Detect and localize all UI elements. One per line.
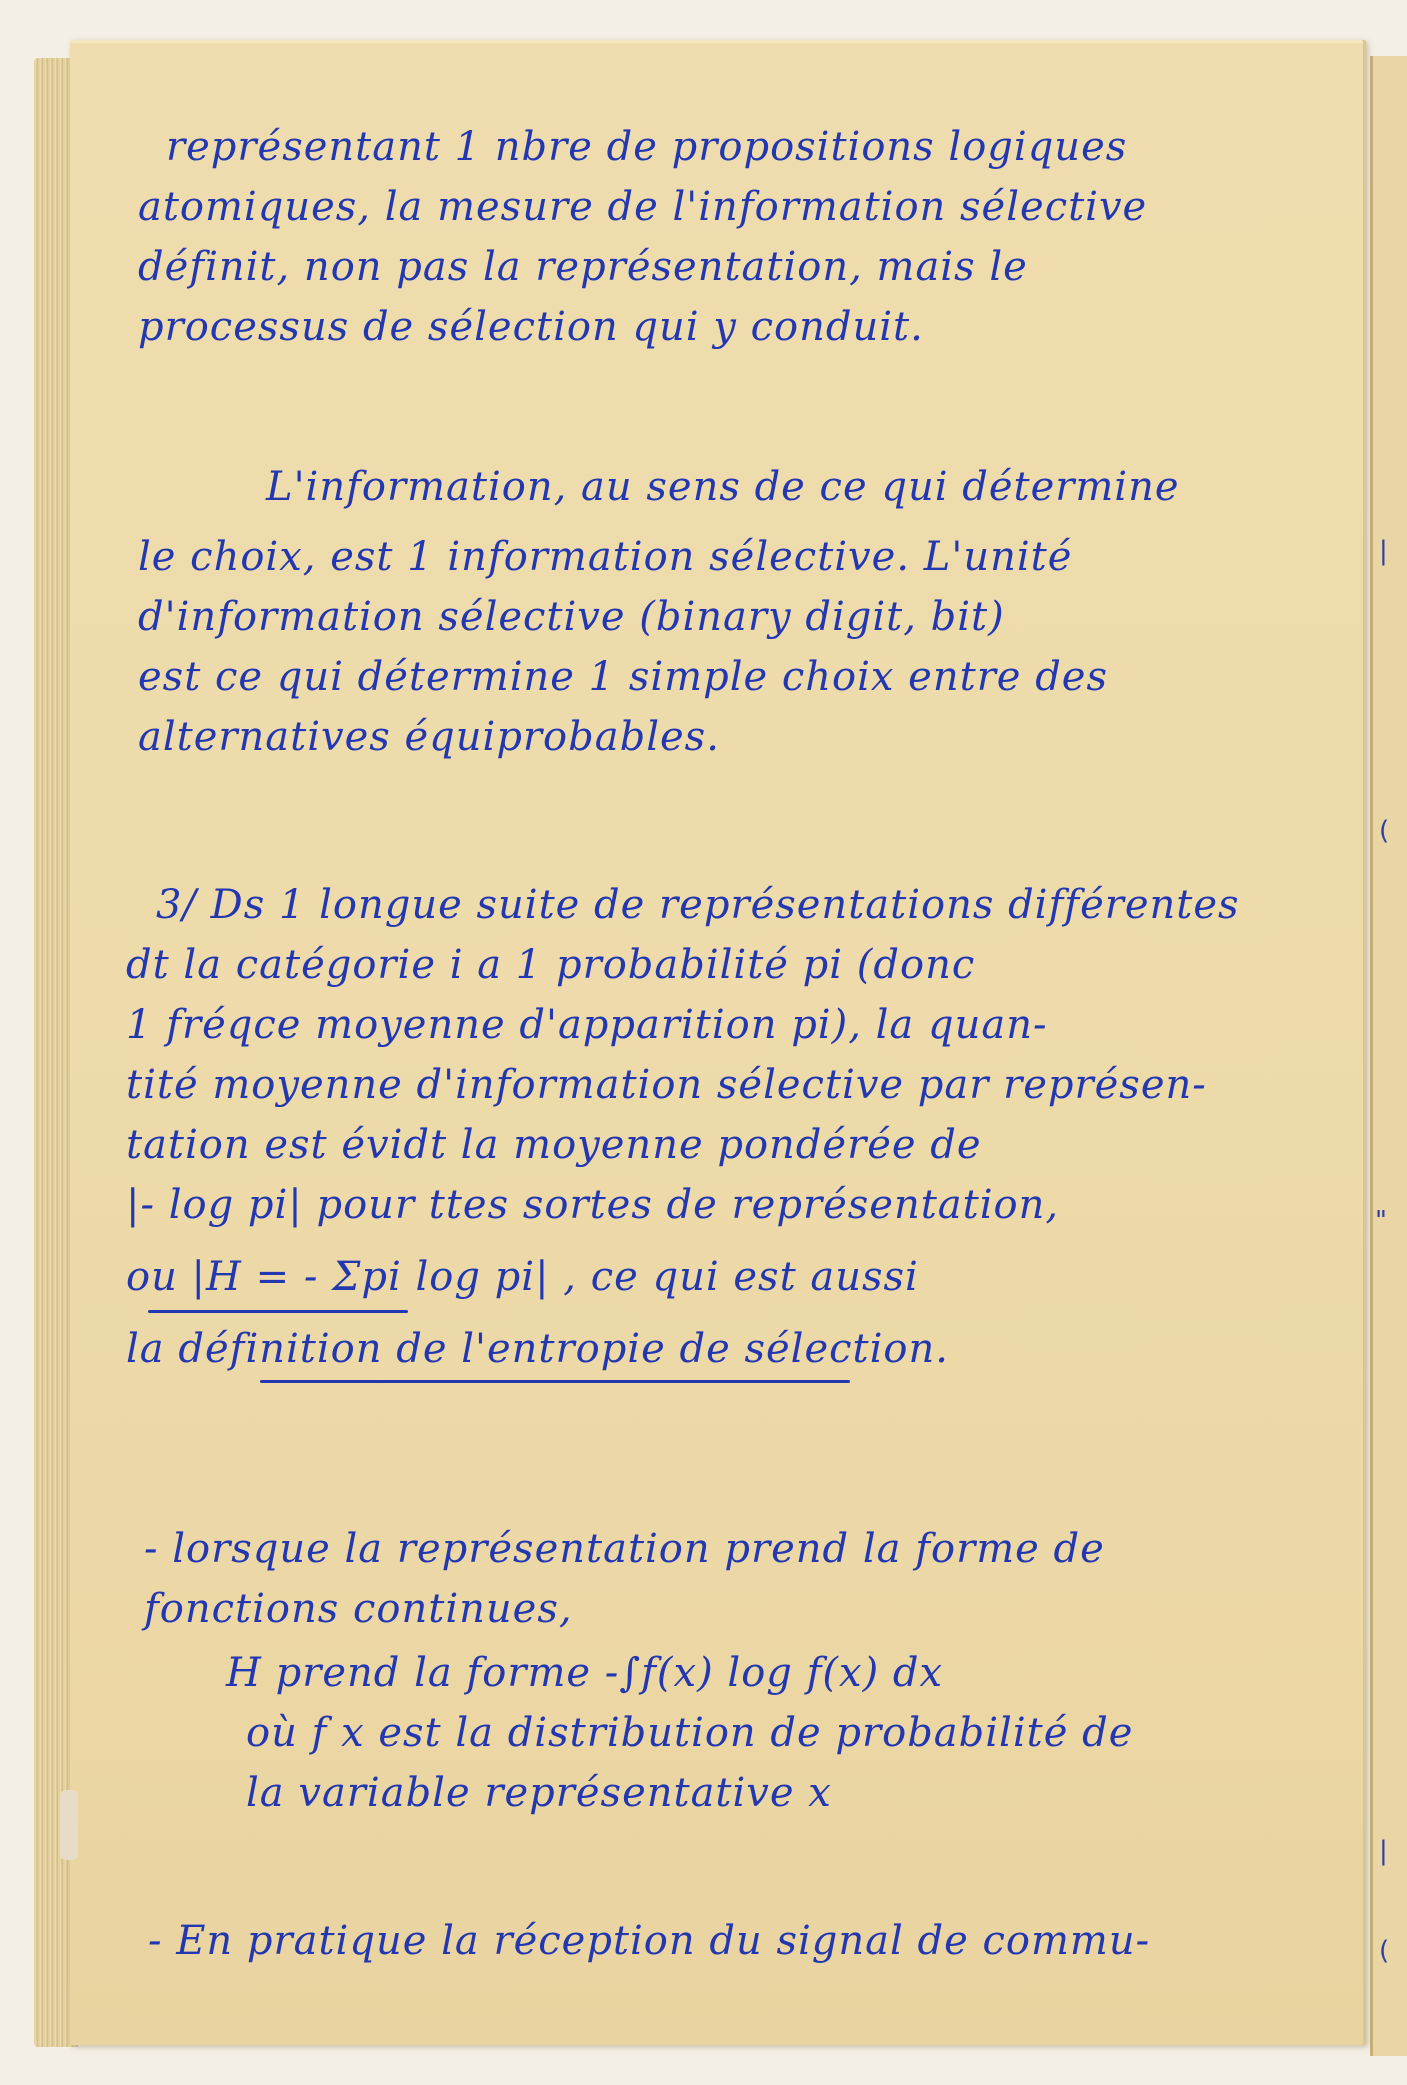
margin-mark: ( [1379, 1936, 1390, 1966]
paragraph-4-formula [226, 1644, 1326, 1824]
paragraph-2 [266, 458, 1326, 518]
text-line: |- log pi| pour ttes sortes de représentation, [126, 1182, 1060, 1228]
margin-mark: | [1379, 536, 1388, 566]
text-line: 3/ Ds 1 longue suite de représentations différentes [156, 882, 1240, 928]
text-line: où f x est la distribution de probabilité de [246, 1710, 1134, 1756]
text-line: la définition de l'entropie de sélection. [126, 1326, 949, 1372]
paragraph-2-cont [138, 528, 1326, 768]
text-line: définit, non pas la représentation, mais le [138, 244, 1028, 290]
manuscript-page [70, 40, 1366, 2045]
text-line: la variable représentative x [246, 1770, 832, 1816]
paragraph-3 [126, 876, 1326, 1380]
text-line: fonctions continues, [144, 1586, 573, 1632]
formula-line: H prend la forme -∫f(x) log f(x) dx [226, 1650, 944, 1696]
margin-mark: | [1379, 1836, 1388, 1866]
text-line: d'information sélective (binary digit, bit) [138, 594, 1005, 640]
margin-mark: " [1375, 1206, 1387, 1236]
text-line: le choix, est 1 information sélective. L'unité [138, 534, 1073, 580]
text-line: - En pratique la réception du signal de commu- [148, 1918, 1151, 1964]
text-line: tité moyenne d'information sélective par représen- [126, 1062, 1207, 1108]
text-line: dt la catégorie i a 1 probabilité pi (donc [126, 942, 976, 988]
text-line: atomiques, la mesure de l'information sélective [138, 184, 1148, 230]
paragraph-4 [144, 1520, 1326, 1640]
text-line: tation est évidt la moyenne pondérée de [126, 1122, 982, 1168]
text-line: alternatives équiprobables. [138, 714, 720, 760]
text-line: est ce qui détermine 1 simple choix entre des [138, 654, 1108, 700]
adjacent-page-edge [1370, 56, 1407, 2056]
binding-tab [60, 1790, 78, 1860]
text-line: représentant 1 nbre de propositions logiques [166, 124, 1128, 170]
paragraph-5 [148, 1912, 1326, 1972]
underline-mark [148, 1310, 408, 1313]
text-line: - lorsque la représentation prend la forme de [144, 1526, 1105, 1572]
text-line: 1 fréqce moyenne d'apparition pi), la quan- [126, 1002, 1048, 1048]
formula-line: ou |H = - Σpi log pi| , ce qui est aussi [126, 1254, 919, 1300]
paragraph-1 [138, 118, 1326, 358]
text-line: processus de sélection qui y conduit. [138, 304, 924, 350]
text-line: L'information, au sens de ce qui détermine [266, 464, 1180, 510]
margin-mark: ( [1379, 816, 1390, 846]
underline-mark [260, 1380, 850, 1383]
